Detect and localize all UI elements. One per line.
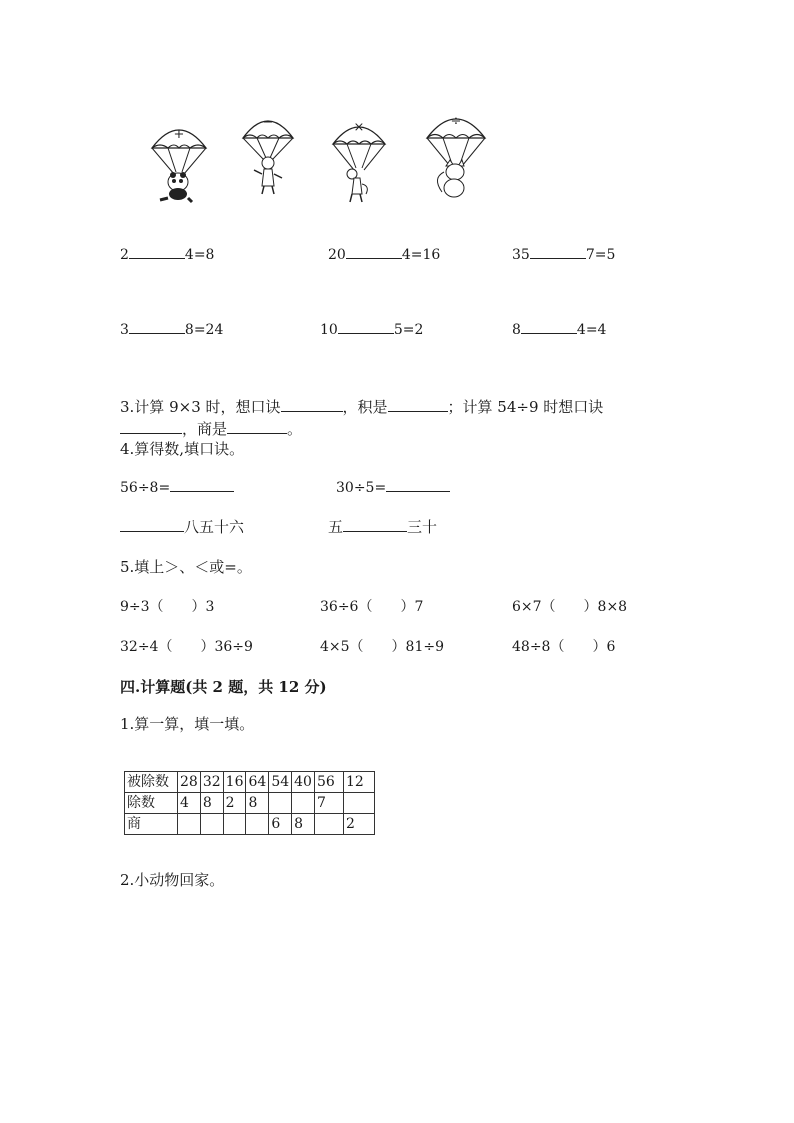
q2-row1-item1 xyxy=(120,246,214,263)
q4-expr2 xyxy=(336,479,450,496)
operand: 8 xyxy=(512,322,521,338)
table-cell-blank[interactable] xyxy=(178,814,201,835)
q4-title: 4.算得数,填口诀。 xyxy=(120,440,245,458)
table-cell: 4 xyxy=(178,793,201,814)
compare-left: 36÷6（ xyxy=(320,599,373,615)
table-cell-blank[interactable] xyxy=(314,814,343,835)
answer-blank[interactable] xyxy=(530,246,586,259)
q5-row1-item3 xyxy=(512,596,627,616)
table-cell-blank[interactable] xyxy=(246,814,269,835)
compare-right: ）6 xyxy=(592,639,616,655)
compare-left: 6×7（ xyxy=(512,599,556,615)
minus-symbol: − xyxy=(262,115,274,130)
operand: 20 xyxy=(328,247,346,263)
times-symbol: × xyxy=(353,120,365,135)
table-cell: 54 xyxy=(269,772,292,793)
q3-text-a: 3.计算 9×3 时，想口诀 xyxy=(120,398,281,416)
compare-right: ）8×8 xyxy=(583,599,628,615)
parachute-times-illustration xyxy=(330,114,388,204)
table-cell: 16 xyxy=(223,772,246,793)
q4-rhyme1 xyxy=(120,516,244,537)
answer-blank[interactable] xyxy=(386,479,450,492)
rhyme-blank-2[interactable] xyxy=(120,421,182,434)
product-blank[interactable] xyxy=(388,399,448,412)
q4-rhyme2 xyxy=(328,516,437,537)
q2-row1-item3 xyxy=(512,246,615,263)
table-row-dividend xyxy=(125,772,375,793)
table-cell: 8 xyxy=(200,793,223,814)
operand: 4=16 xyxy=(401,247,441,263)
expression: 30÷5= xyxy=(336,480,387,496)
table-cell: 28 xyxy=(178,772,201,793)
q4-expr1 xyxy=(120,479,234,496)
table-cell-blank[interactable] xyxy=(292,793,315,814)
compare-right: ）3 xyxy=(191,599,215,615)
division-table xyxy=(124,771,375,835)
answer-blank[interactable] xyxy=(129,246,185,259)
compare-right: ）81÷9 xyxy=(391,639,444,655)
table-cell: 32 xyxy=(200,772,223,793)
operand: 35 xyxy=(512,247,530,263)
answer-blank[interactable] xyxy=(120,519,184,532)
table-cell-blank[interactable] xyxy=(223,814,246,835)
divide-symbol: ÷ xyxy=(450,114,462,129)
table-cell: 2 xyxy=(343,814,374,835)
q5-row2-item1 xyxy=(120,636,253,656)
table-cell-blank[interactable] xyxy=(269,793,292,814)
q3-text-e: 。 xyxy=(287,420,303,438)
table-row-divisor xyxy=(125,793,375,814)
parachute-minus-illustration xyxy=(240,108,296,198)
operand: 4=8 xyxy=(184,247,215,263)
section4-q1-title: 1.算一算，填一填。 xyxy=(120,715,255,733)
table-cell: 56 xyxy=(314,772,343,793)
q3-text-c: ；计算 54÷9 时想口诀 xyxy=(447,398,604,416)
table-row-quotient xyxy=(125,814,375,835)
operand: 5=2 xyxy=(393,322,424,338)
operand: 4=4 xyxy=(576,322,607,338)
operand: 7=5 xyxy=(585,247,616,263)
table-cell-blank[interactable] xyxy=(200,814,223,835)
q5-row1-item2 xyxy=(320,596,423,616)
row-label: 除数 xyxy=(125,793,178,814)
operand: 10 xyxy=(320,322,338,338)
q3-line2 xyxy=(120,418,302,439)
operand: 8=24 xyxy=(184,322,224,338)
operand: 3 xyxy=(120,322,129,338)
table-cell: 40 xyxy=(292,772,315,793)
compare-left: 32÷4（ xyxy=(120,639,173,655)
parachute-plus-illustration xyxy=(148,118,210,204)
table-cell: 8 xyxy=(292,814,315,835)
q3-line1 xyxy=(120,396,603,417)
operand: 2 xyxy=(120,247,129,263)
q5-row2-item3 xyxy=(512,636,615,656)
table-cell-blank[interactable] xyxy=(343,793,374,814)
row-label: 被除数 xyxy=(125,772,178,793)
q3-text-b: ，积是 xyxy=(342,398,388,416)
compare-right: ）36÷9 xyxy=(200,639,253,655)
answer-blank[interactable] xyxy=(170,479,234,492)
quotient-blank[interactable] xyxy=(227,421,287,434)
answer-blank[interactable] xyxy=(338,321,394,334)
compare-left: 4×5（ xyxy=(320,639,364,655)
q2-row2-item2 xyxy=(320,321,423,338)
compare-left: 9÷3（ xyxy=(120,599,164,615)
table-cell: 2 xyxy=(223,793,246,814)
row-label: 商 xyxy=(125,814,178,835)
section4-q2-title: 2.小动物回家。 xyxy=(120,871,225,889)
q2-row2-item1 xyxy=(120,321,223,338)
rhyme-text: 五 xyxy=(328,518,344,536)
rhyme-text: 八五十六 xyxy=(184,518,245,536)
table-cell: 8 xyxy=(246,793,269,814)
plus-symbol: + xyxy=(173,127,185,142)
q3-text-d: ，商是 xyxy=(182,420,228,438)
rhyme-text: 三十 xyxy=(407,518,438,536)
table-cell: 64 xyxy=(246,772,269,793)
answer-blank[interactable] xyxy=(346,246,402,259)
table-cell: 12 xyxy=(343,772,374,793)
q5-row2-item2 xyxy=(320,636,444,656)
rhyme-blank[interactable] xyxy=(281,399,343,412)
table-cell: 7 xyxy=(314,793,343,814)
table-cell: 6 xyxy=(269,814,292,835)
section-heading: 四.计算题(共 2 题，共 12 分) xyxy=(120,678,327,696)
compare-left: 48÷8（ xyxy=(512,639,565,655)
expression: 56÷8= xyxy=(120,480,171,496)
answer-blank[interactable] xyxy=(521,321,577,334)
parachute-divide-illustration xyxy=(424,106,488,200)
q2-row2-item3 xyxy=(512,321,606,338)
answer-blank[interactable] xyxy=(129,321,185,334)
q5-title: 5.填上＞、＜或=。 xyxy=(120,558,252,576)
answer-blank[interactable] xyxy=(343,519,407,532)
compare-right: ）7 xyxy=(400,599,424,615)
q5-row1-item1 xyxy=(120,596,214,616)
q2-row1-item2 xyxy=(328,246,440,263)
